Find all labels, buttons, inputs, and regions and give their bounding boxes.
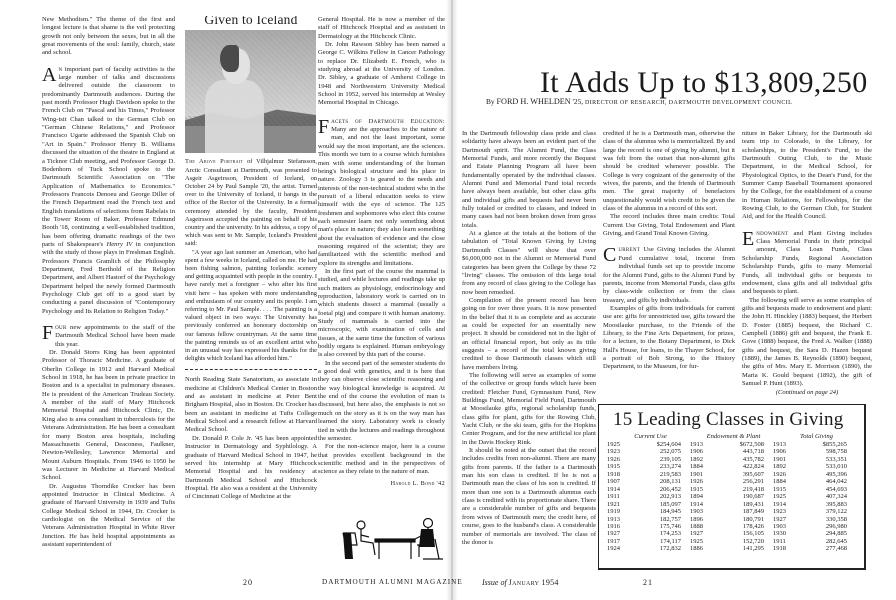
amount: 233,274 <box>659 463 681 471</box>
leading-classes-table <box>598 404 866 570</box>
paragraph: Examples of gifts from individuals for current use are: gifts for unrestricted use, gifts toward the Moosilauke purchase, to the Friends of the Library, to the Fine Arts Department, for prizes, for a lecture, to the Botany Department, to Dick Hall's House, for loans, to the Thayer School, for a portrait of Bob Strong, to the History Department, to the Museum, for fur- <box>603 304 735 371</box>
table-row <box>690 493 771 500</box>
drop-cap: F <box>318 115 330 138</box>
page-gutter <box>446 0 458 600</box>
class-year: 1927 <box>607 530 620 538</box>
class-year: 1894 <box>690 493 703 501</box>
amount: 454,693 <box>825 485 847 493</box>
paragraph: For the non-science major, here is a course that provides excellent background in the scientific method and in the perspectives of science as they relate to the nature of man. <box>318 443 445 476</box>
class-year: 1917 <box>607 537 620 545</box>
class-year: 1915 <box>773 485 786 493</box>
class-year: 1901 <box>690 470 703 478</box>
class-year: 1924 <box>607 545 620 553</box>
class-year: 1927 <box>773 515 786 523</box>
right-column-1 <box>462 130 596 547</box>
table-row <box>773 478 854 485</box>
amount: 219,418 <box>742 485 764 493</box>
class-year: 1913 <box>773 441 786 448</box>
class-year: 1925 <box>690 537 703 545</box>
amount: 208,131 <box>659 478 681 486</box>
table-row <box>607 463 688 470</box>
amount: 156,105 <box>742 530 764 538</box>
class-year: 1927 <box>690 530 703 538</box>
table-row <box>607 493 688 500</box>
amount: 407,324 <box>825 493 847 501</box>
class-year: 1925 <box>773 493 786 501</box>
paragraph: New Methodism." The theme of the first and longest lecture is that shame is the veil protecting growth not only between the sexes, but in all the great movements of the soul: family, church, state and school. <box>42 16 175 57</box>
table-row <box>773 538 854 545</box>
byline <box>486 97 792 106</box>
paragraph <box>742 227 872 297</box>
amount: 182,757 <box>659 515 681 523</box>
issue-label: Issue of <box>482 578 507 587</box>
table-row <box>773 501 854 508</box>
caption-lead: The Above Portrait <box>185 158 244 166</box>
column-heading: Current Use <box>634 433 667 440</box>
class-year: 1903 <box>690 508 703 516</box>
table-row <box>690 508 771 515</box>
table-grid <box>607 433 856 553</box>
continued-note: (Continued on page 24) <box>775 389 839 397</box>
amount: 178,426 <box>742 522 764 530</box>
paragraph: In the first part of the course the mammal is studied, and while lectures and readings take up such matters as physiology, endocrinology and reproduction, laboratory work is carried on in which students dissect a mammal (usually a foetal pig) and compare it with human anatomy. Study of mammals is carried into the microscopic, with examination of cells and tissues, at the same time the function of various bodily organs is explained. Human embryology is also covered by this part of the course. <box>318 267 445 359</box>
class-year: 1926 <box>690 478 703 486</box>
table-row <box>690 501 771 508</box>
table-column-group <box>690 433 771 553</box>
magazine-footer: DARTMOUTH ALUMNI MAGAZINE <box>322 578 463 586</box>
class-year: 1911 <box>607 493 620 501</box>
table-row <box>607 545 688 552</box>
amount: 172,832 <box>659 545 681 553</box>
amount: 202,913 <box>659 493 681 501</box>
paragraph: Dr. Donald Storrs King has been appointed Professor of Thoracic Medicine. A graduate of Oberlin College in 1912 and Harvard Medical School in 1918, he has been in private practice in Boston and is a specialist in pulmonary diseases. He is president of the American Trudeau Society. A member of the staff of Mary Hitchcock Memorial Hospital and Hitchcock Clinic, Dr. King also is area consultant in tuberculosis for the Veterans Administration. He has been a consultant for many Boston area hospitals, including Massachusetts General, Deaconess, Faulkner, Newton-Wellesley, Lawrence Memorial and Mount Auburn Hospitals. From 1946 to 1950 he was Lecturer in Medicine at Harvard Medical School. <box>42 349 175 482</box>
table-row <box>773 456 854 463</box>
paragraph-text: new appointments to the staff of the Dartmouth Medical School have been made this year. <box>55 324 175 348</box>
class-year: 1892 <box>773 463 786 471</box>
column-heading: Total Giving <box>800 433 833 440</box>
table-row <box>607 508 688 515</box>
table-row <box>773 448 854 455</box>
photo-caption <box>185 158 317 248</box>
dashed-divider <box>185 369 317 370</box>
table-row <box>773 516 854 523</box>
table-row <box>607 478 688 485</box>
paragraph: North Reading State Sanatorium, as associate in medicine at Children's Medical Center in Boston and as assistant in medicine at Peter Bent Brigham Hospital, also in Boston. Dr. Crocker has been an assistant in medicine at Tufts College Medical School and a research fellow at Harvard Medical School. <box>185 376 317 434</box>
paragraph-text: Many are the approaches to the nature of man, and not the least important, some would say the most important, are the sciences. This month we turn to a course which furnishes men with some understanding of the human being's biological structure and his place in nature. Zoology 3 is geared to the needs and interests of the non-technical student who in the pursuit of a liberal education seeks to view himself with the eye of science. The 125 freshmen and sophomores who elect this course each semester learn not only something about man's place in nature; they also learn something about the evaluation of evidence and the close reasoning required of the scientist; they are familiarized with the scientific method and explore its strengths and limitations. <box>318 126 445 267</box>
amount: 152,720 <box>742 537 764 545</box>
amount: 190,687 <box>742 493 764 501</box>
small-caps-lead: ndowment <box>756 229 789 237</box>
class-year: 1903 <box>773 522 786 530</box>
paragraph: In the second part of the semester students do a good deal with genetics, and it is here that they can observe close scientific reasoning and the way biological knowledge is acquired. At the end of the course the evolution of man is discussed, but here also, the emphasis is not so much on the story as it is on the way man has learned the story. Laboratory work is closely tied in with the lectures and readings throughout the semester. <box>318 359 445 442</box>
amount: 296,980 <box>825 522 847 530</box>
class-year: 1884 <box>690 463 703 471</box>
class-year: 1926 <box>607 455 620 463</box>
paragraph: Compilation of the present record has been going on for over three years. It is now presented in the belief that it is as complete and as accurate as could be expected for an essentially new project. It should be considered not in the light of an official financial report, but only as its title suggests – a record of the total known giving credited to those Dartmouth classes which still have members living. <box>462 296 596 371</box>
amount: 185,097 <box>659 500 681 508</box>
table-row <box>690 516 771 523</box>
amount: 598,758 <box>825 448 847 456</box>
amount: 282,645 <box>825 537 847 545</box>
amount: $254,604 <box>656 441 681 448</box>
amount: 435,782 <box>742 455 764 463</box>
table-row <box>607 501 688 508</box>
class-year: 1884 <box>773 478 786 486</box>
amount: 443,718 <box>742 448 764 456</box>
amount: $672,508 <box>739 441 764 448</box>
quote: "A year ago last summer an American, who had spent a few weeks in Iceland, called on me. He had been fishing salmon, painting Icelandic scenery and getting acquainted with people in the country. I have rarely met a foreigner – who after his first visit here – has spoken with more understanding and enthusiasm of our country and its people. I am referring to Mr. Paul Sample. . . . The painting is a valued object in two ways: The University has previously conferred an honorary doctorship on our famous fellow countryman. At the same time the painting reminds us of an excellent artist who in an unusual way has expressed his thanks for the delights which Iceland has afforded him." <box>185 248 317 363</box>
italic-title: Henry IV <box>106 240 133 248</box>
class-year: 1892 <box>690 455 703 463</box>
amount: 174,117 <box>660 537 681 545</box>
table-row <box>690 486 771 493</box>
issue-footer <box>482 578 559 587</box>
class-year: 1915 <box>607 463 620 471</box>
amount: 184,945 <box>659 508 681 516</box>
paragraph: Dr. John Rawson Sibley has been named a George C. Wilkins Fellow in Cancer Pathology to replace Dr. Elizabeth E. French, who is studying abroad at the University of London. Dr. Sibley, a graduate of Amherst College in 1948 and Northwestern University Medical School in 1952, served his internship at Wesley Memorial Hospital in Chicago. <box>318 41 445 107</box>
class-year: 1914 <box>773 500 786 508</box>
table-row <box>690 538 771 545</box>
paragraph-text: in conjunction with the study of those plays in Freshman English. Professors Francis Gramlich of the Philosophy Department, Fred Berthold of the Religion Department, and Albert Hastorf of the Psychology Department helped the newly formed Dartmouth Psychology Club get off to a good start by conducting a panel discussion of "Contemporary Psychology and Its Relation to Religion Today." <box>42 240 175 315</box>
amount: 277,468 <box>825 545 847 553</box>
class-year: 1915 <box>690 485 703 493</box>
amount: 180,791 <box>742 515 764 523</box>
table-row <box>690 523 771 530</box>
class-year: 1911 <box>773 537 786 545</box>
table-row <box>773 486 854 493</box>
drop-cap: E <box>742 227 755 250</box>
paragraph: In the Dartmouth fellowship class pride and class solidarity have always been an evident part of the Dartmouth spirit. The Alumni Fund, the Class Memorial Funds, and more recently the Bequest and Estate Planning Program all have been fundamentally operated by the individual classes. Alumni Fund and Memorial Fund total records have always been available, but other class gifts and individual gifts and bequests had never been fully totaled or credited to classes, and indeed in many cases had not been broken down from gross totals. <box>462 130 596 229</box>
paragraph: The following will serve as some examples of gifts and bequests made to endowment and plant: the John H. Hinckley (1883) bequest, the Herbert D. Foster (1885) bequest, the Richard C. Campbell (1886) gift and bequest, the Frank E. Gove (1888) bequest, the Fred A. Walker (1888) gifts and bequest, the Sara D. Hazen bequest (1889), the James B. Reynolds (1890) bequest, the gifts of Mrs. Mary E. Morrison (1890), the Maria K. Gould bequest (1892), the gift of Samuel P. Hunt (1893). <box>742 296 872 387</box>
table-row <box>773 523 854 530</box>
right-column-2 <box>603 130 735 372</box>
class-year: 1921 <box>607 500 620 508</box>
table-row <box>690 441 771 448</box>
right-column-3 <box>742 130 872 398</box>
amount: 175,746 <box>659 522 681 530</box>
table-row <box>773 545 854 552</box>
author-role: DIRECTOR OF RESEARCH, DARTMOUTH DEVELOPMENT COUNCIL <box>583 100 793 106</box>
table-column-group <box>607 433 688 553</box>
class-year: 1888 <box>690 522 703 530</box>
class-year: 1913 <box>690 441 703 448</box>
table-row <box>690 463 771 470</box>
table-row <box>773 463 854 470</box>
class-year: 1918 <box>607 470 620 478</box>
amount: 422,824 <box>742 463 764 471</box>
table-row <box>607 516 688 523</box>
amount: 533,010 <box>825 463 847 471</box>
paragraph: Dr. Augustus Thorndike Crocker has been appointed Instructor in Clinical Medicine. A graduate of Harvard University in 1939 and Tufts College Medical School in 1944, Dr. Crocker is cardiologist on the Medical Service of the Veterans Administration Hospital in White River Junction. He has held hospital appointments as assistant superintendent of <box>42 482 175 548</box>
issue-date: January 1954 <box>508 578 559 587</box>
cartoon-illustration <box>335 515 450 563</box>
table-row <box>607 523 688 530</box>
class-year: 1901 <box>773 455 786 463</box>
author-signature: Harold L. Bond '42 <box>390 479 445 487</box>
column-heading: Endowment & Plant <box>706 433 761 440</box>
paragraph: The following will serve as examples of some of the collective or group funds which have been credited: Fletcher Fund, Gymnasium Fund, New Buildings Fund, Memorial Field Fund, Dartmouth at Moosilauke gifts, regional scholarship funds, class gifts for plant, gifts for the Rowing Club, Yacht Club, or the ski team, gifts for the Hopkins Center Program, and for the new artificial ice plant in the Davis Hockey Rink. <box>462 371 596 446</box>
author-name: FORD H. WHELDEN <box>496 97 571 106</box>
paragraph <box>603 246 735 304</box>
table-row <box>690 471 771 478</box>
small-caps-lead: acets of Dartmouth Education: <box>331 117 445 125</box>
paragraph: Dr. Donald P. Cole Jr. '45 has been appointed Instructor in Dermatology and Syphilology. A graduate of Harvard Medical School in 1947, he served his internship at Mary Hitchcock Memorial Hospital and his residency at Dartmouth Medical School and Hitchcock Hospital. He also was a resident at the University of Cincinnati College of Medicine at the <box>185 434 317 501</box>
paragraph: credited if he is a Dartmouth man, otherwise the class of the alumnus who is memorialized. By and large the record is one of giving by alumni, but it was felt from the outset that non-alumni gifts should be credited whenever possible. The College is very cognizant of the generosity of the wives, the parents, and the friends of Dartmouth men. The great majority of benefactors unquestionably would wish credit to be given the class of the alumnus in a record of this sort. <box>603 130 735 213</box>
table-column-group <box>773 433 854 553</box>
amount: 252,075 <box>659 448 681 456</box>
amount: 256,291 <box>742 478 764 486</box>
left-column-2 <box>185 16 317 502</box>
amount: 219,583 <box>659 470 681 478</box>
class-year: 1930 <box>773 530 786 538</box>
amount: 395,607 <box>742 470 764 478</box>
paragraph: At a glance at the totals at the bottom of the tabulation of "Total Known Giving by Living Dartmouth Classes" will show that over $6,000,000 not in the Alumni or Memorial Fund categories has been given the College by these 72 "living" classes. The omission of this large total from any record of class giving to the College has now been remedied. <box>462 230 596 296</box>
table-row <box>773 441 854 448</box>
amount: 294,885 <box>825 530 847 538</box>
class-year: 1918 <box>773 545 786 553</box>
table-row <box>607 471 688 478</box>
class-year: 1925 <box>607 441 620 448</box>
table-row <box>607 448 688 455</box>
class-year: 1919 <box>607 508 620 516</box>
table-row <box>607 456 688 463</box>
portrait-photo <box>185 30 316 153</box>
table-row <box>773 508 854 515</box>
article-title: It Adds Up to $13,809,250 <box>540 66 868 99</box>
amount: 379,122 <box>825 508 847 516</box>
drop-cap: A <box>42 63 57 86</box>
table-title: 15 Leading Classes in Giving <box>613 409 844 430</box>
class-year: 1916 <box>607 522 620 530</box>
table-row <box>607 441 688 448</box>
table-row <box>773 530 854 537</box>
amount: 533,351 <box>825 455 847 463</box>
paragraph: The record includes three main credits: Total Current Use Giving, Total Endowment and Plant Giving, and Grand Total Known Giving. <box>603 213 735 238</box>
table-row <box>607 530 688 537</box>
left-column-3 <box>318 16 445 488</box>
class-year: 1914 <box>690 500 703 508</box>
paragraph <box>42 324 175 349</box>
table-row <box>690 478 771 485</box>
drop-cap: C <box>603 244 617 267</box>
class-year: 1896 <box>690 515 703 523</box>
class-year: 1907 <box>607 478 620 486</box>
amount: 395,883 <box>825 500 847 508</box>
paragraph: niture in Baker Library, for the Dartmouth ski team trip to Colorado, to the Library, for scholarships, to the President's Fund, to the Dartmouth Outing Club, to the Music Department, to the Medical School, for Physiological Optics, to the Dean's Fund, for the Summer Camp Baseball Tournament sponsored by the College, for the establishment of a course in Human Relations, for Fellowships, for the Rowing Club, to the German Club, for Student Aid, and for the Health Council. <box>742 130 872 221</box>
table-row <box>773 471 854 478</box>
class-year: 1913 <box>607 515 620 523</box>
table-row <box>690 448 771 455</box>
class-year: 1886 <box>690 545 703 553</box>
class-year: 1906 <box>773 448 786 456</box>
small-caps-lead: urrent <box>618 246 641 254</box>
table-row <box>690 456 771 463</box>
table-row <box>773 493 854 500</box>
class-year: 1926 <box>773 470 786 478</box>
table-row <box>607 538 688 545</box>
paragraph <box>318 115 445 268</box>
class-year: 1906 <box>690 448 703 456</box>
class-year: 1923 <box>607 448 620 456</box>
paragraph: General Hospital. He is now a member of the staff of Hitchcock Hospital and as assistant in Dermatology at the Hitchcock Clinic. <box>318 16 445 40</box>
paragraph-text: and Plant Giving includes Class Memorial Funds in their principal amount, Class Loan Funds, Class Scholarship Funds, Regional Association Scholarship Funds, gifts to many Memorial Funds, all individual gifts or bequests to endowment, class gifts and all individual gifts and bequests to plant. <box>742 229 872 296</box>
amount: 206,452 <box>659 485 681 493</box>
paragraph-text: important part of faculty activities is the large number of talks and discussions delivered outside the classroom to predominantly Dartmouth audiences. During the past month Professor Hugh Davidson spoke to the French Club on "Pascal and his Times," Professor Wing-tsit Chan talked to the German Club on "German Chinese Relations," and Professor Francisco Ugarte addressed the Spanish Club on "Art in Spain." Professor Henry B. Williams discussed the situation of the theatre in England at a Ticknor Club meeting, and Professor George D. Bodenhorn of Tuck School spoke to the Dartmouth Scientific Association on "The Application of Mathematics to Economics." Professors Francois Denoeu and George Diller of the French Department read the French text and English translations of selections from Rabelais in the Tower Room of Baker. Professor Edmund Booth '18, continuing a well-established tradition, has been offering dramatic readings of the two parts of Shakespeare's <box>42 65 175 248</box>
amount: 141,295 <box>742 545 764 553</box>
amount: 330,358 <box>825 515 847 523</box>
page-number: 21 <box>643 578 653 587</box>
amount: 174,253 <box>659 530 681 538</box>
class-year: 1923 <box>773 508 786 516</box>
table-row <box>607 486 688 493</box>
table-row <box>690 545 771 552</box>
left-column-1 <box>42 16 175 549</box>
paragraph-text: Use Giving includes the Alumni Fund cumulative total, income from individual funds set up to provide income for the Alumni Fund, gifts to the Alumni Fund by parents, income from Memorial Funds, class gifts by class-wide collection or from the class treasury, and gifts by individuals. <box>603 246 735 304</box>
amount: 495,396 <box>825 470 847 478</box>
page-number: 20 <box>243 578 253 587</box>
sidebar-heading: Given to Iceland <box>204 16 298 27</box>
author-class: '25, <box>570 97 584 106</box>
paragraph: It should be noted at the outset that the record includes credits from non-alumni. There are many gifts from parents. If the father is a Dartmouth man his son class is credited. If he is not a Dartmouth man the class of his son is credited. If more than one son is a Dartmouth alumnus each class is credited with its proportionate share. There are a considerable number of gifts and bequests from wives of Dartmouth men; the credit here, of course, goes to the husband's class. A considerable number of memorials are involved. The class of the donor is <box>462 447 596 546</box>
caption-text: of Vilhjalmur Stefansson, Arctic Consultant at Dartmouth, was presented to Asgeir Asgeirsson, President of Iceland, on October 24 by Paul Sample '20, the artist. Turned over to the University of Iceland, it hangs in the office of the Rector of the University. In a formal ceremony attended by the faculty, President Asgeirsson accepted the painting on behalf of his country and the university. In his address, a copy of which was sent to Mr. Sample, Iceland's President said: <box>185 158 317 248</box>
amount: 189,431 <box>742 500 764 508</box>
small-caps-lead: our <box>55 324 67 332</box>
byline-by: By <box>486 97 497 106</box>
amount: 187,849 <box>742 508 764 516</box>
amount: $855,265 <box>822 441 847 448</box>
amount: 464,042 <box>825 478 847 486</box>
drop-cap: F <box>42 322 54 345</box>
table-row <box>690 530 771 537</box>
amount: 239,105 <box>659 455 681 463</box>
paragraph <box>42 63 175 316</box>
small-caps-lead: n <box>58 65 63 73</box>
class-year: 1914 <box>607 485 620 493</box>
